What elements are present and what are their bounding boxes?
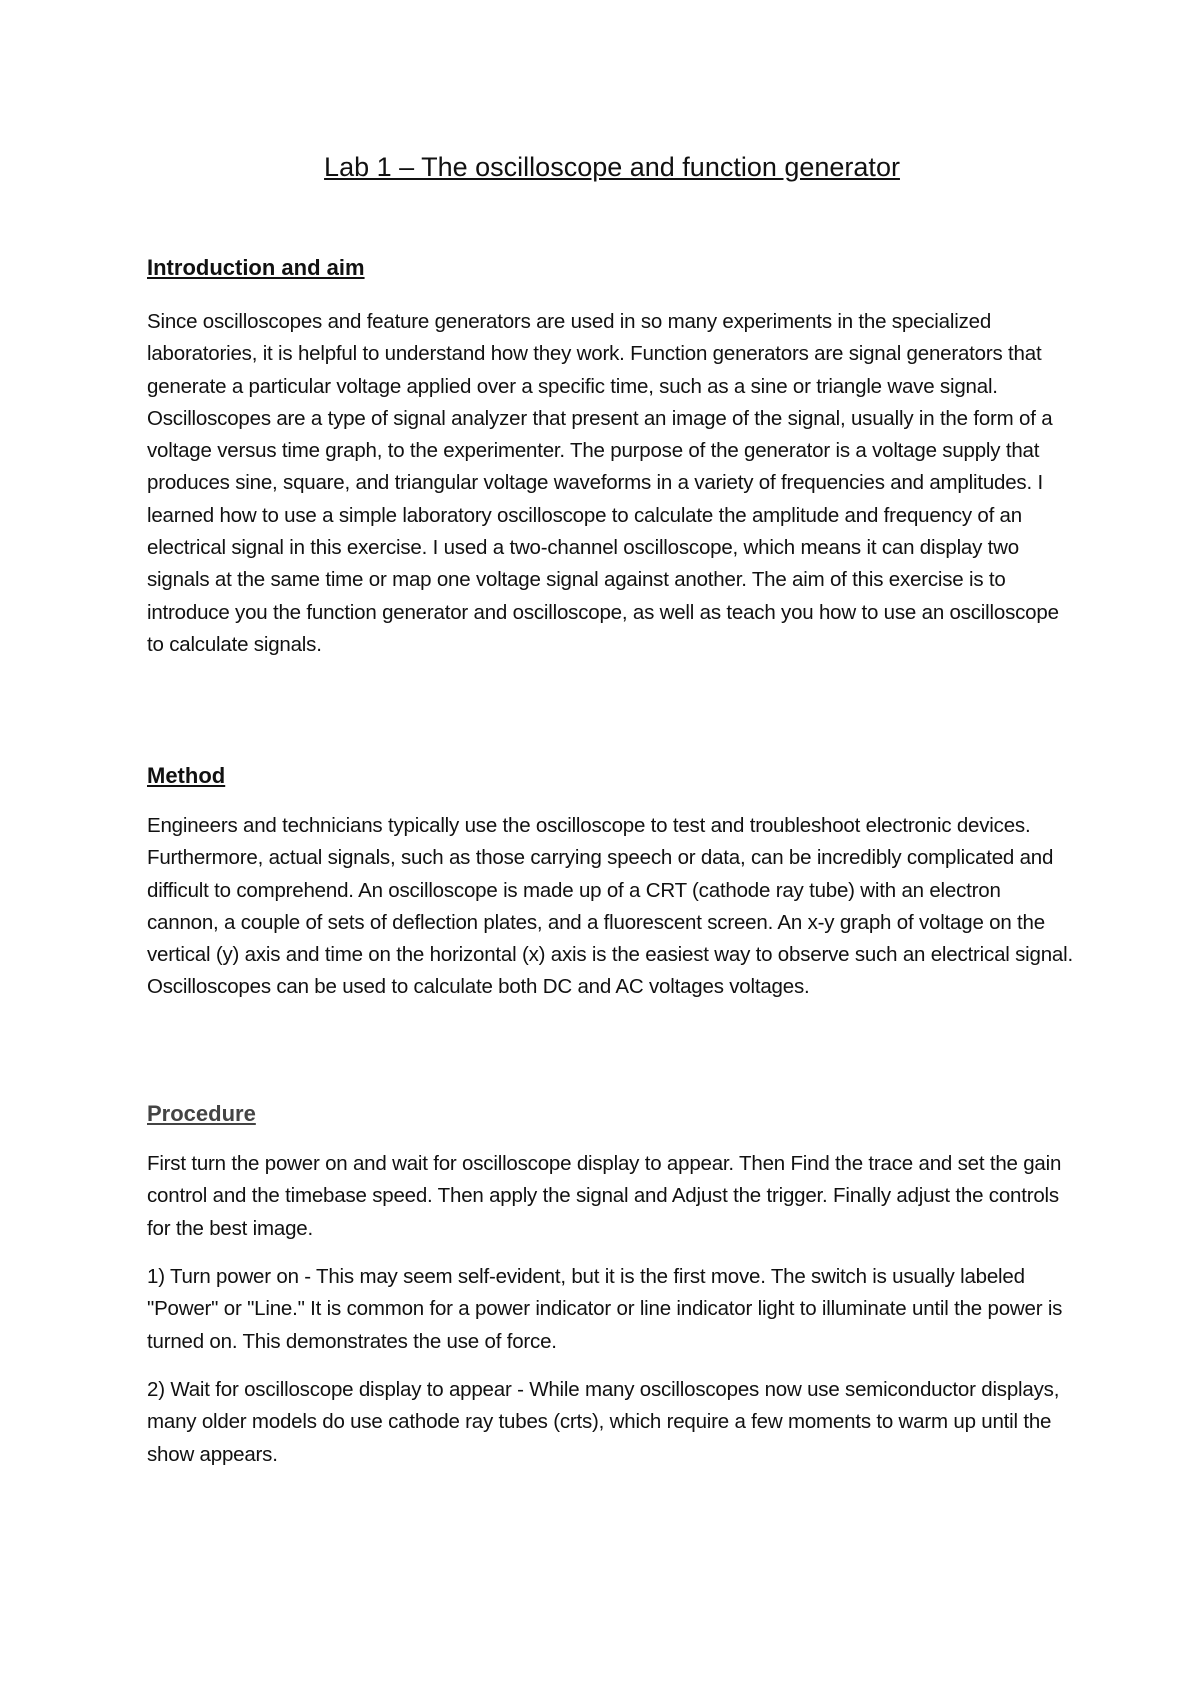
paragraph-introduction: Since oscilloscopes and feature generators are used in so many experiments in the specialized laboratories, it is helpful to understand how they work. Function generators are signal generators that generate a particular voltage applied over a specific time, such as a sine or triangle wave signal. Oscilloscopes are a type of signal analyzer that present an image of the signal, usually in the form of a voltage versus time graph, to the experimenter. The purpose of the generator is a voltage supply that produces sine, square, and triangular voltage waveforms in a variety of frequencies and amplitudes. I learned how to use a simple laboratory oscilloscope to calculate the amplitude and frequency of an electrical signal in this exercise. I used a two-channel oscilloscope, which means it can display two signals at the same time or map one voltage signal against another. The aim of this exercise is to introduce you the function generator and oscilloscope, as well as teach you how to use an oscilloscope to calculate signals.	[147, 310, 1059, 656]
paragraph-method: Engineers and technicians typically use the oscilloscope to test and troubleshoot electronic devices. Furthermore, actual signals, such as those carrying speech or data, can be incredibly complicated and difficult to comprehend. An oscilloscope is made up of a CRT (cathode ray tube) with an electron cannon, a couple of sets of deflection plates, and a fluorescent screen. An x-y graph of voltage on the vertical (y) axis and time on the horizontal (x) axis is the easiest way to observe such an electrical signal. Oscilloscopes can be used to calculate both DC and AC voltages voltages.	[147, 814, 1073, 999]
heading-method: Method	[147, 763, 226, 788]
heading-introduction-and-aim: Introduction and aim	[147, 255, 365, 280]
paragraph-procedure-step-1: 1) Turn power on - This may seem self-evident, but it is the first move. The switch is usually labeled "Power" or "Line." It is common for a power indicator or line indicator light to illuminate until the power is turned on. This demonstrates the use of force.	[147, 1265, 1063, 1353]
paragraph-procedure-overview: First turn the power on and wait for oscilloscope display to appear. Then Find the trace and set the gain control and the timebase speed. Then apply the signal and Adjust the trigger. Finally adjust the controls for the best image.	[147, 1152, 1062, 1240]
document-title: Lab 1 – The oscilloscope and function generator	[324, 152, 900, 182]
heading-procedure: Procedure	[147, 1101, 256, 1126]
paragraph-procedure-step-2: 2) Wait for oscilloscope display to appear - While many oscilloscopes now use semiconductor displays, many older models do use cathode ray tubes (crts), which require a few moments to warm up until the show appears.	[147, 1378, 1060, 1466]
